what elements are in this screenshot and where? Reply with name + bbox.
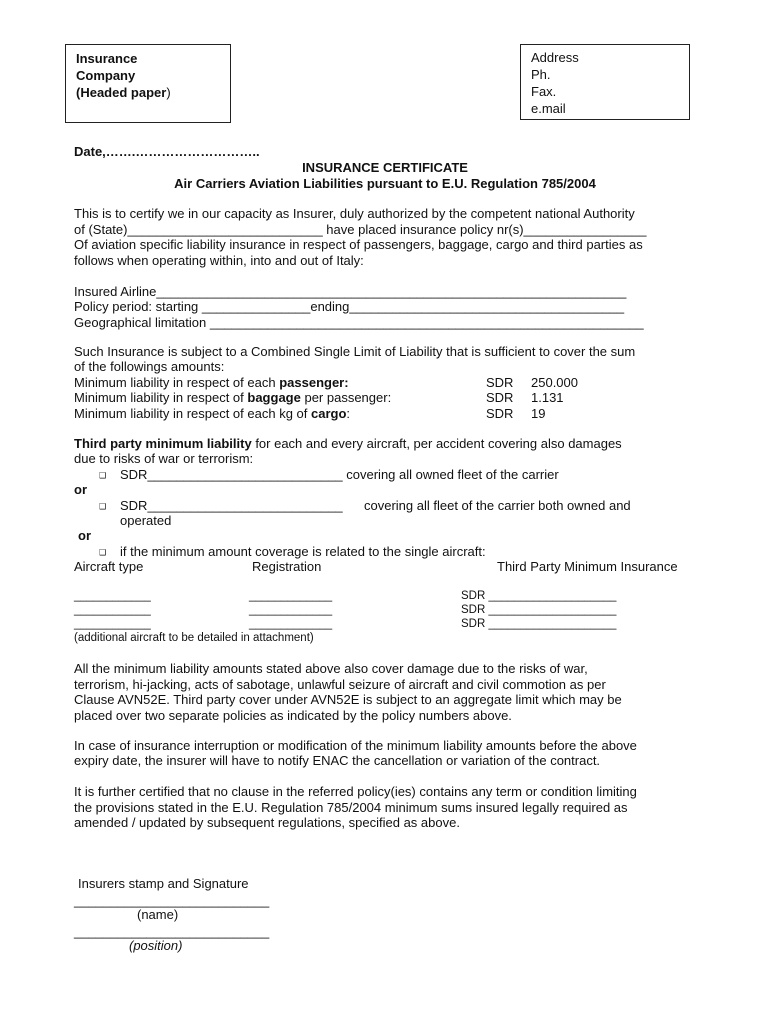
baggage-sdr-value: 1.131 <box>531 390 564 405</box>
insured-airline-field: Insured Airline_________________________________________________________________ <box>74 284 627 299</box>
option-owned-fleet: SDR___________________________ covering all owned fleet of the carrier <box>120 467 559 482</box>
insurance-company-box <box>65 44 231 123</box>
aircraft-type-blank: ____________ <box>74 590 151 602</box>
third-party-line-2: due to risks of war or terrorism: <box>74 451 254 466</box>
checkbox-icon: ❑ <box>99 471 107 480</box>
or-separator-1: or <box>74 482 87 497</box>
aircraft-type-blank: ____________ <box>74 618 151 630</box>
address-label: Address <box>531 50 579 65</box>
third-party-line-1: Third party minimum liability for each and every aircraft, per accident covering also damages <box>74 436 622 451</box>
intro-line-3: Of aviation specific liability insurance in respect of passengers, baggage, cargo and third parties as <box>74 237 643 252</box>
additional-aircraft-note: (additional aircraft to be detailed in attachment) <box>74 632 314 644</box>
war-paragraph-line: placed over two separate policies as indicated by the policy numbers above. <box>74 708 512 723</box>
intro-line-1: This is to certify we in our capacity as Insurer, duly authorized by the competent national Authority <box>74 206 635 221</box>
war-paragraph-line: All the minimum liability amounts stated above also cover damage due to the risks of war, <box>74 661 588 676</box>
option-all-fleet-text: covering all fleet of the carrier both owned and <box>364 498 631 513</box>
signature-line-name: ___________________________ <box>74 893 270 908</box>
contact-box <box>520 44 690 120</box>
company-line-3: (Headed paper) <box>76 85 171 100</box>
signature-label: Insurers stamp and Signature <box>78 876 249 891</box>
sdr-blank: SDR ____________________ <box>461 604 617 616</box>
csl-line-1: Such Insurance is subject to a Combined Single Limit of Liability that is sufficient to cover the sum <box>74 344 636 359</box>
name-label: (name) <box>137 907 179 922</box>
interruption-paragraph-line: In case of insurance interruption or modification of the minimum liability amounts before the above <box>74 738 637 753</box>
certificate-subtitle: Air Carriers Aviation Liabilities pursuant to E.U. Regulation 785/2004 <box>174 176 596 191</box>
company-line-1: Insurance <box>76 51 138 66</box>
email-label: e.mail <box>531 101 566 116</box>
sdr-blank: SDR ____________________ <box>461 618 617 630</box>
sdr-blank: SDR ____________________ <box>461 590 617 602</box>
geographical-limitation-field: Geographical limitation ____________________________________________________________ <box>74 315 644 330</box>
third-party-insurance-header: Third Party Minimum Insurance <box>497 559 678 574</box>
phone-label: Ph. <box>531 67 551 82</box>
company-line-2: Company <box>76 68 136 83</box>
certificate-title: INSURANCE CERTIFICATE <box>302 160 468 175</box>
option-all-fleet-blank: SDR___________________________ <box>120 498 343 513</box>
passenger-liability-label: Minimum liability in respect of each passenger: <box>74 375 349 390</box>
checkbox-icon: ❑ <box>99 548 107 557</box>
policy-period-field: Policy period: starting _______________ending______________________________________ <box>74 299 625 314</box>
or-separator-2: or <box>78 528 91 543</box>
baggage-liability-label: Minimum liability in respect of baggage per passenger: <box>74 390 392 405</box>
aircraft-type-header: Aircraft type <box>74 559 144 574</box>
option-all-fleet-text-2: operated <box>120 513 172 528</box>
war-paragraph-line: Clause AVN52E. Third party cover under AVN52E is subject to an aggregate limit which may be <box>74 692 622 707</box>
interruption-paragraph-line: expiry date, the insurer will have to notify ENAC the cancellation or variation of the contract. <box>74 753 601 768</box>
registration-header: Registration <box>252 559 322 574</box>
checkbox-icon: ❑ <box>99 502 107 511</box>
cargo-liability-label: Minimum liability in respect of each kg of cargo: <box>74 406 351 421</box>
aircraft-type-blank: ____________ <box>74 604 151 616</box>
certified-paragraph-line: It is further certified that no clause in the referred policy(ies) contains any term or condition limiting <box>74 784 637 799</box>
fax-label: Fax. <box>531 84 557 99</box>
war-paragraph-line: terrorism, hi-jacking, acts of sabotage, unlawful seizure of aircraft and civil commotion as per <box>74 677 606 692</box>
intro-line-4: follows when operating within, into and out of Italy: <box>74 253 364 268</box>
date-line: Date,…….……………………….. <box>74 144 260 159</box>
certified-paragraph-line: the provisions stated in the E.U. Regulation 785/2004 minimum sums insured legally required as <box>74 800 628 815</box>
cargo-sdr-unit: SDR <box>486 406 514 421</box>
registration-blank: _____________ <box>249 618 333 630</box>
option-single-aircraft: if the minimum amount coverage is related to the single aircraft: <box>120 544 486 559</box>
registration-blank: _____________ <box>249 590 333 602</box>
intro-line-2: of (State)___________________________ have placed insurance policy nr(s)_________________ <box>74 222 647 237</box>
registration-blank: _____________ <box>249 604 333 616</box>
certified-paragraph-line: amended / updated by subsequent regulations, specified as above. <box>74 815 460 830</box>
signature-line-position: ___________________________ <box>74 924 270 939</box>
cargo-sdr-value: 19 <box>531 406 546 421</box>
passenger-sdr-value: 250.000 <box>531 375 578 390</box>
csl-line-2: of the followings amounts: <box>74 359 225 374</box>
position-label: (position) <box>129 938 183 953</box>
baggage-sdr-unit: SDR <box>486 390 514 405</box>
passenger-sdr-unit: SDR <box>486 375 514 390</box>
